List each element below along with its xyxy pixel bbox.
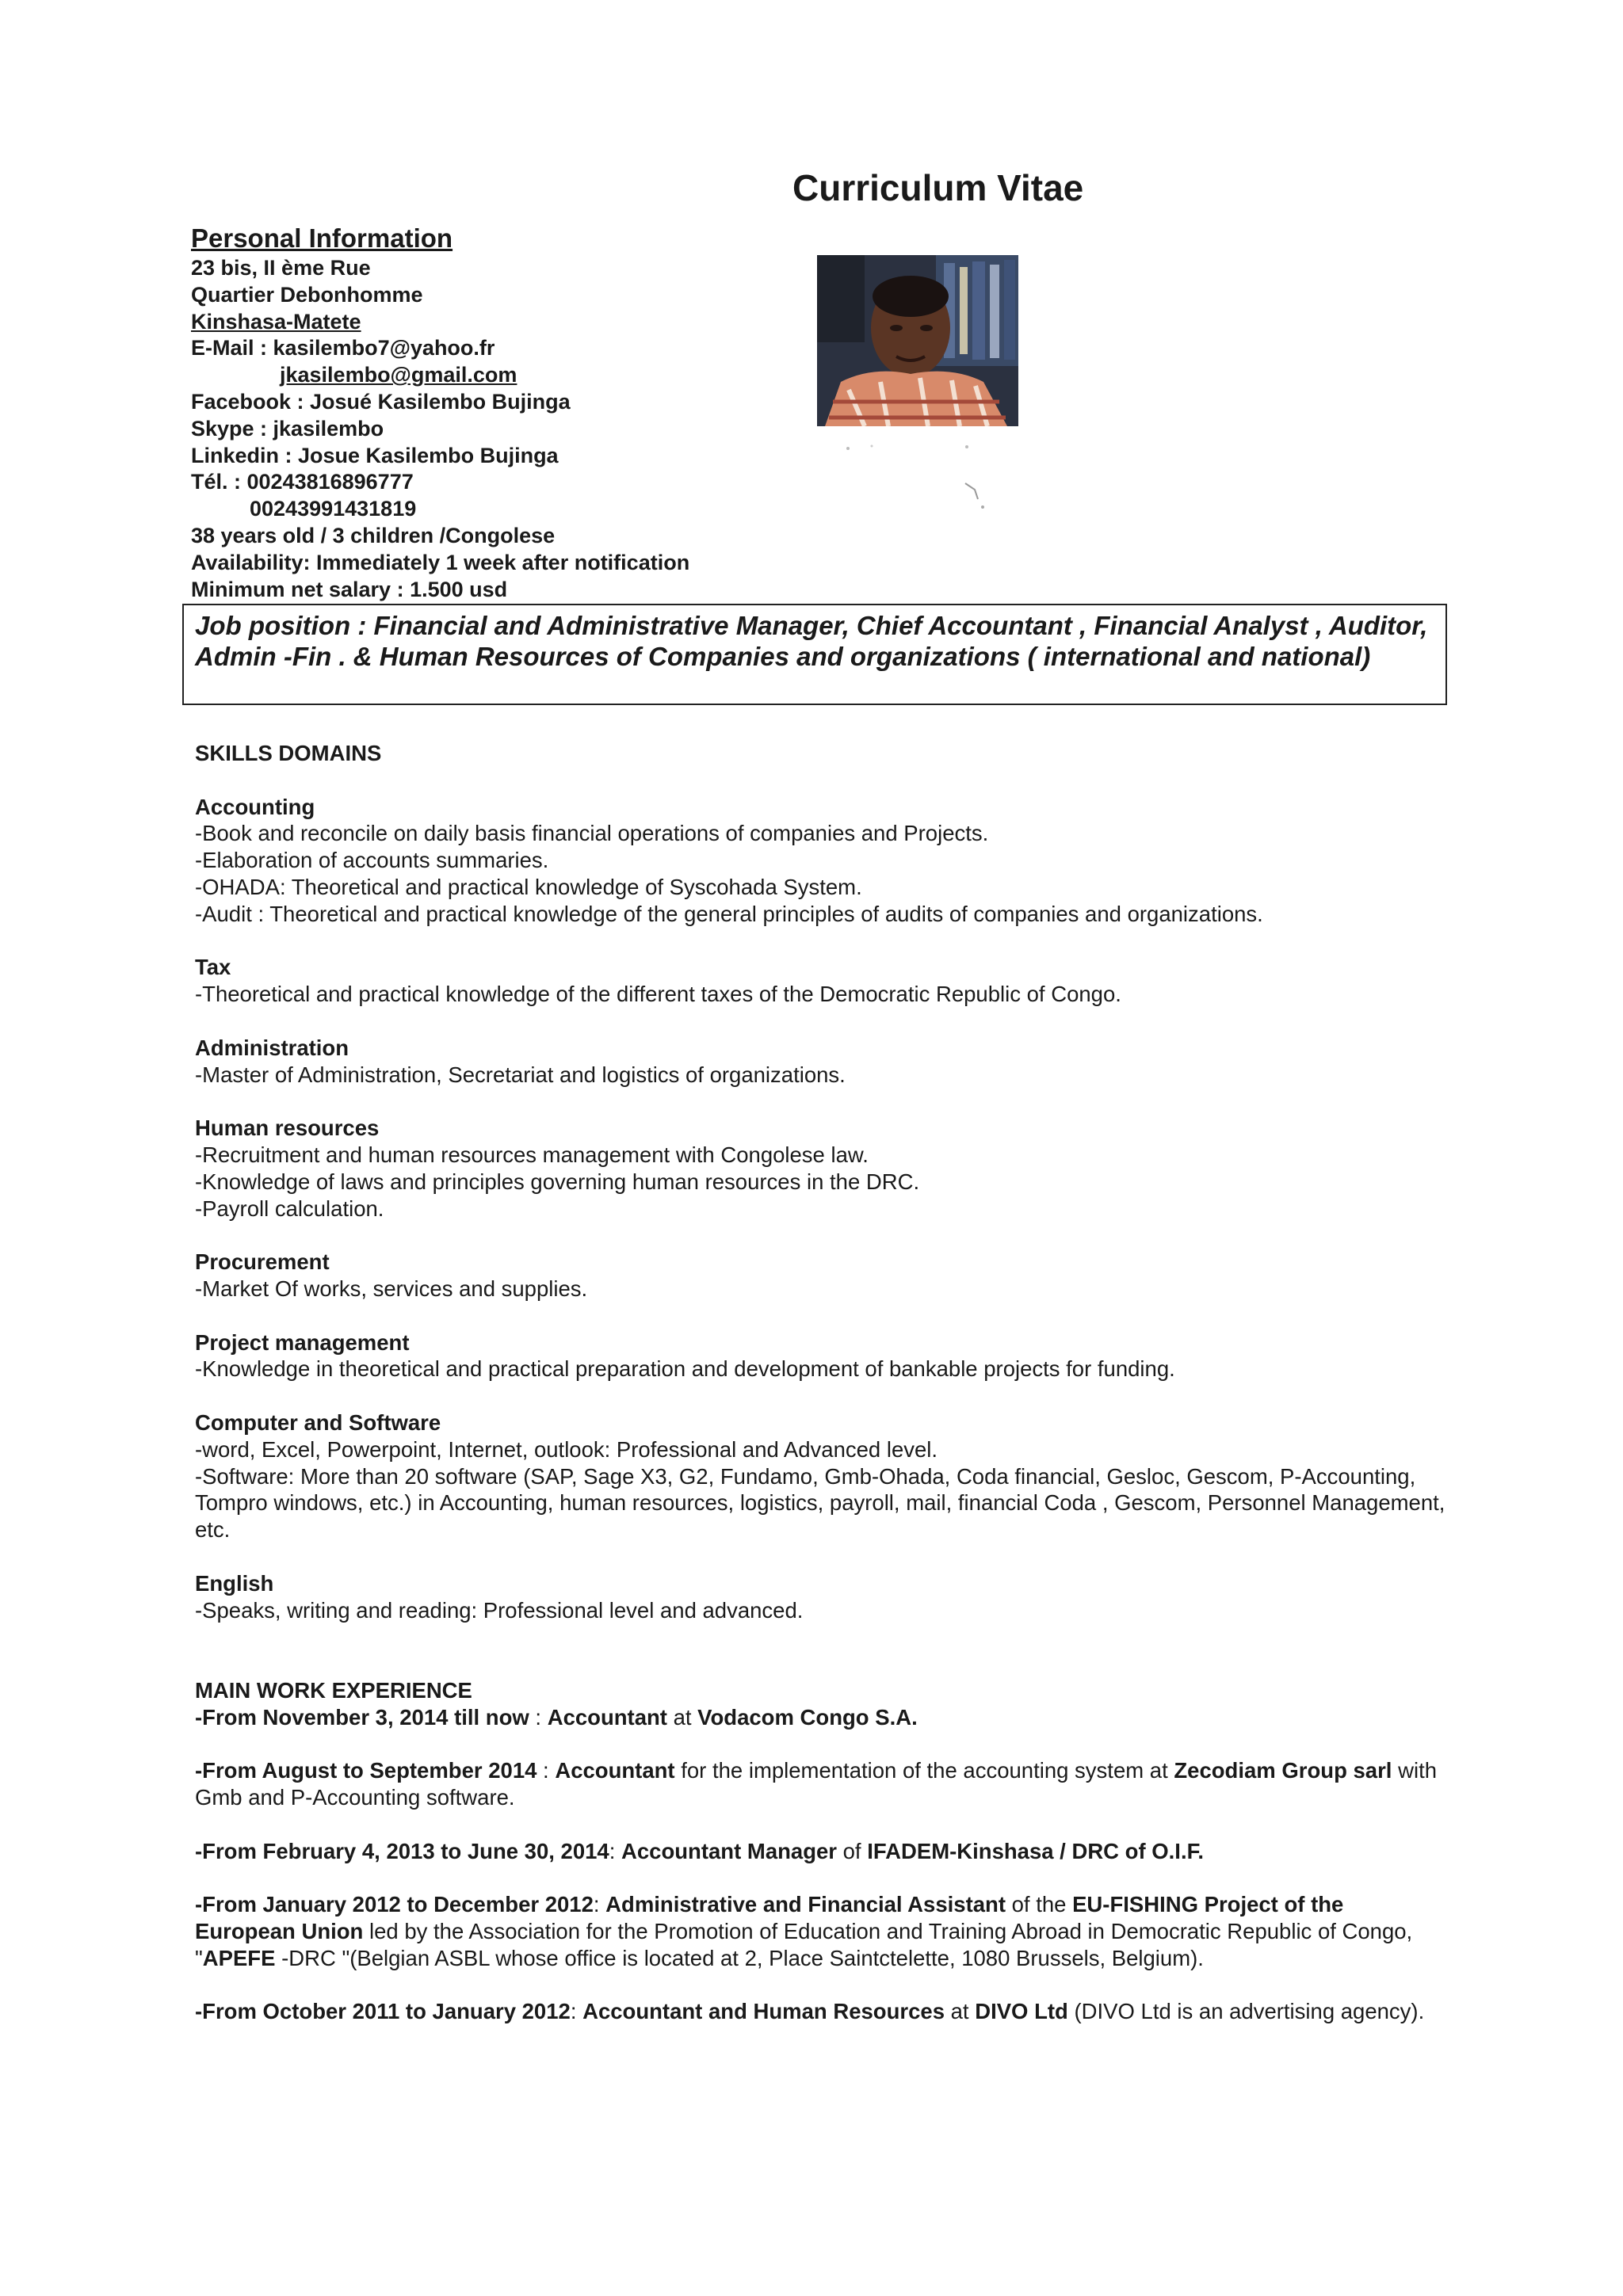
personal-information (191, 222, 689, 603)
exp5-sep: : (570, 1999, 583, 2024)
experience-entry-1 (195, 1704, 1447, 1731)
exp1-period: -From November 3, 2014 till now (195, 1704, 529, 1730)
exp2-org: Zecodiam Group sarl (1174, 1758, 1392, 1783)
job-position-text: Job position : Financial and Administrative Manager, Chief Accountant , Financial Analyst , Auditor, Admin -Fin . & Human Resources of Companies and organizations ( international and national) (195, 611, 1428, 671)
accounting-item-1: -Book and reconcile on daily basis financial operations of companies and Projects. (195, 821, 989, 846)
computer-item-1: -word, Excel, Powerpoint, Internet, outlook: Professional and Advanced level. (195, 1436, 938, 1462)
experience-entry-3 (195, 1838, 1447, 1865)
english-item-1: -Speaks, writing and reading: Professional level and advanced. (195, 1597, 804, 1623)
tax-item-1: -Theoretical and practical knowledge of the different taxes of the Democratic Republic of Congo. (195, 982, 1121, 1007)
domain-hr-title: Human resources (195, 1116, 380, 1141)
exp1-org: Vodacom Congo S.A. (697, 1704, 918, 1730)
profile-photo-image (817, 255, 1018, 426)
availability-line: Availability: Immediately 1 week after notification (191, 550, 690, 574)
exp4-tail2: -DRC "(Belgian ASBL whose office is located at 2, Place Saintctelette, 1080 Brussels, Belgium). (275, 1945, 1204, 1970)
domain-accounting-title: Accounting (195, 794, 315, 819)
experience-entry-2 (195, 1757, 1447, 1811)
domain-tax-title: Tax (195, 955, 231, 980)
accounting-item-4: -Audit : Theoretical and practical knowledge of the general principles of audits of companies and organizations. (195, 901, 1263, 926)
project-mgmt-item-1: -Knowledge in theoretical and practical preparation and development of bankable projects for funding. (195, 1356, 1175, 1382)
procurement-item-1: -Market Of works, services and supplies. (195, 1276, 588, 1301)
skype-line: Skype : jkasilembo (191, 416, 384, 441)
exp4-role: Administrative and Financial Assistant (605, 1892, 1006, 1917)
profile-photo (817, 255, 1018, 426)
hr-item-3: -Payroll calculation. (195, 1196, 384, 1221)
facebook-line: Facebook : Josué Kasilembo Bujinga (191, 389, 571, 414)
exp2-tail: with Gmb and P-Accounting software. (195, 1758, 1437, 1810)
hr-item-1: -Recruitment and human resources management with Congolese law. (195, 1142, 869, 1167)
email-line: E-Mail : kasilembo7@yahoo.fr (191, 336, 495, 360)
document-title: Curriculum Vitae (792, 167, 1084, 208)
exp3-mid: of (837, 1838, 868, 1863)
exp3-period: -From February 4, 2013 to June 30, 2014 (195, 1838, 609, 1863)
exp4-mid: of the (1005, 1892, 1073, 1917)
address-line-2: Quartier Debonhomme (191, 282, 423, 307)
accounting-item-2: -Elaboration of accounts summaries. (195, 848, 549, 873)
salary-line: Minimum net salary : 1.500 usd (191, 577, 508, 601)
exp5-tail: (DIVO Ltd is an advertising agency). (1067, 1999, 1425, 2024)
photo-scan-specks (824, 444, 999, 515)
exp2-role: Accountant (555, 1758, 675, 1783)
exp4-tail1: led by the Association for the Promotion of Education and Training Abroad in Democratic Republic of Congo, " (195, 1919, 1413, 1970)
exp5-mid: at (945, 1999, 976, 2024)
age-family-line: 38 years old / 3 children /Congolese (191, 523, 556, 547)
domain-administration-title: Administration (195, 1035, 349, 1060)
exp4-org2: APEFE (202, 1945, 276, 1970)
exp1-role: Accountant (547, 1704, 667, 1730)
domain-procurement-title: Procurement (195, 1249, 330, 1275)
exp3-role: Accountant Manager (621, 1838, 837, 1863)
accounting-item-3: -OHADA: Theoretical and practical knowledge of Syscohada System. (195, 874, 862, 899)
exp4-org: EU-FISHING Project of the European Union (195, 1892, 1344, 1944)
personal-info-heading: Personal Information (191, 223, 453, 253)
hr-item-2: -Knowledge of laws and principles governing human resources in the DRC. (195, 1169, 920, 1194)
exp1-mid: at (666, 1704, 698, 1730)
exp5-role: Accountant and Human Resources (582, 1999, 945, 2024)
experience-entry-5 (195, 1998, 1447, 2025)
domain-project-mgmt-title: Project management (195, 1329, 410, 1355)
skills-heading: SKILLS DOMAINS (195, 741, 382, 765)
computer-item-2: -Software: More than 20 software (SAP, Sage X3, G2, Fundamo, Gmb-Ohada, Coda financial, Gesloc, Gescom, P-Accounting, Tompro windows, etc.) in Accounting, human resources, logistics, payroll, mail, financial Coda , Gescom, Personnel Management, etc. (195, 1463, 1445, 1543)
scan-specks-graphic (824, 444, 999, 515)
domain-computer-title: Computer and Software (195, 1409, 441, 1435)
address-city: Kinshasa-Matete (191, 309, 361, 334)
exp5-org: DIVO Ltd (975, 1999, 1068, 2024)
domain-english-title: English (195, 1570, 274, 1596)
exp2-period: -From August to September 2014 (195, 1758, 537, 1783)
phone-line: Tél. : 00243816896777 (191, 470, 414, 494)
exp5-period: -From October 2011 to January 2012 (195, 1999, 571, 2024)
address-line-1: 23 bis, II ème Rue (191, 256, 371, 280)
linkedin-line: Linkedin : Josue Kasilembo Bujinga (191, 443, 559, 467)
exp1-sep: : (529, 1704, 548, 1730)
exp4-sep: : (593, 1892, 606, 1917)
exp4-period: -From January 2012 to December 2012 (195, 1892, 594, 1917)
experience-entry-4 (195, 1891, 1447, 1971)
administration-item-1: -Master of Administration, Secretariat and logistics of organizations. (195, 1062, 846, 1087)
cv-body (195, 740, 1447, 2025)
exp2-sep: : (537, 1758, 556, 1783)
phone-secondary: 00243991431819 (250, 497, 417, 521)
exp2-mid: for the implementation of the accounting system at (674, 1758, 1174, 1783)
experience-heading: MAIN WORK EXPERIENCE (195, 1677, 472, 1703)
exp3-sep: : (609, 1838, 622, 1863)
exp3-org: IFADEM-Kinshasa / DRC of O.I.F. (867, 1838, 1204, 1863)
job-position-box (182, 604, 1447, 705)
email-secondary: jkasilembo@gmail.com (280, 363, 517, 387)
